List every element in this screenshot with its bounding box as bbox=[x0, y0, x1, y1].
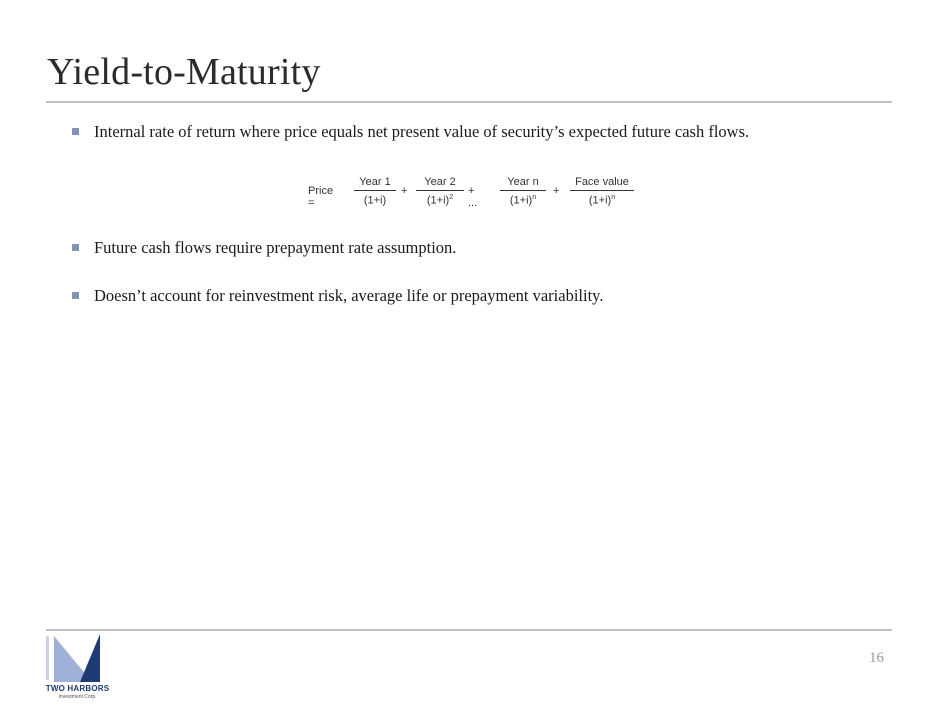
formula-term bbox=[570, 176, 634, 207]
formula-operator: + bbox=[401, 185, 408, 197]
logo-subtitle: Investment Corp. bbox=[58, 694, 97, 700]
term-numerator: Face value bbox=[575, 176, 629, 188]
title-divider bbox=[46, 101, 892, 103]
bullet-item bbox=[72, 236, 862, 260]
square-bullet-icon bbox=[72, 244, 79, 251]
formula-term bbox=[416, 176, 464, 207]
logo-name: TWO HARBORS bbox=[45, 684, 110, 693]
term-numerator: Year 2 bbox=[424, 176, 456, 188]
slide-title: Yield-to-Maturity bbox=[47, 51, 321, 93]
square-bullet-icon bbox=[72, 128, 79, 135]
fraction-bar bbox=[500, 190, 546, 191]
fraction-bar bbox=[354, 190, 396, 191]
term-denominator: $(1+i)^2$ bbox=[426, 194, 454, 207]
term-numerator: Year 1 bbox=[359, 176, 391, 188]
term-denominator: (1+i) bbox=[363, 194, 387, 207]
formula-lhs: Price = bbox=[308, 185, 334, 209]
bullet-text: Doesn’t account for reinvestment risk, average life or prepayment variability. bbox=[94, 286, 604, 305]
bullet-text: Future cash flows require prepayment rate assumption. bbox=[94, 238, 457, 257]
page-number: 16 bbox=[869, 650, 884, 666]
fraction-bar bbox=[416, 190, 464, 191]
formula-operator: + ... bbox=[468, 185, 478, 209]
formula-term bbox=[354, 176, 396, 207]
sail-logo-icon bbox=[40, 632, 115, 684]
fraction-bar bbox=[570, 190, 634, 191]
bullet-item bbox=[72, 120, 862, 144]
company-logo bbox=[40, 632, 115, 704]
bullet-text: Internal rate of return where price equals net present value of security’s expected future cash flows. bbox=[94, 122, 750, 141]
term-numerator: Year n bbox=[507, 176, 539, 188]
formula-term bbox=[500, 176, 546, 207]
term-denominator: $(1+i)^n$ bbox=[588, 194, 616, 207]
formula-operator: + bbox=[553, 185, 560, 197]
term-denominator: $(1+i)^n$ bbox=[509, 194, 537, 207]
square-bullet-icon bbox=[72, 292, 79, 299]
footer-divider bbox=[46, 629, 892, 631]
bullet-item bbox=[72, 284, 862, 308]
